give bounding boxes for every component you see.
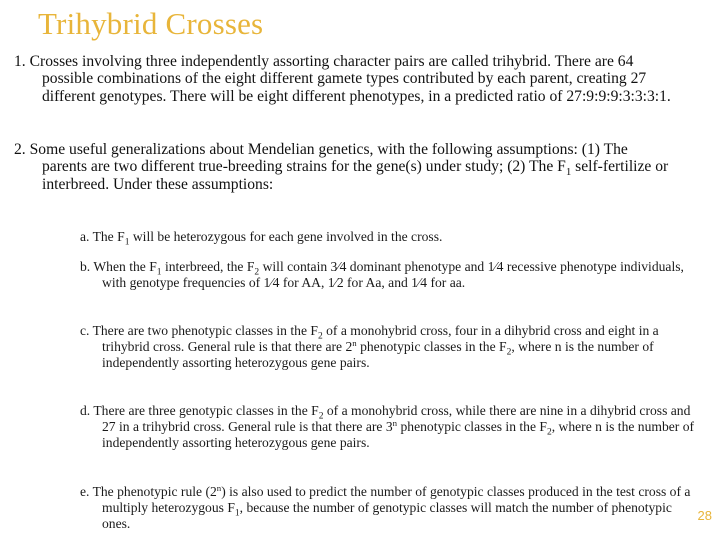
subpoint-d-text-2: of a monohybrid cross, while there are nine in a dihybrid cross and 27 in a trihybrid cross. General rule is that there are 3	[102, 403, 691, 434]
subpoint-c-text-3: phenotypic classes in the F	[356, 338, 507, 354]
subpoint-a-text-end: will be heterozygous for each gene involved in the cross.	[129, 229, 443, 244]
subpoint-e-text-3: , because the number of genotypic classes will match the number of phenotypic ones.	[102, 499, 672, 531]
subpoint-c-superscript: n	[352, 337, 357, 348]
point-2	[14, 141, 674, 193]
point-2-number: 2.	[14, 141, 26, 158]
subpoint-c-subscript-1: 2	[317, 331, 323, 342]
subpoint-a-subscript: 1	[124, 237, 130, 248]
subpoint-b-subscript-2: 2	[254, 267, 260, 278]
subpoint-a-text: a. The F	[80, 229, 125, 244]
subpoint-c	[80, 323, 698, 370]
subpoint-e-superscript: n	[216, 483, 222, 494]
subpoint-c-text: c. There are two phenotypic classes in the F	[80, 323, 318, 338]
subpoint-b-text: b. When the F	[80, 259, 157, 274]
subpoint-b	[80, 259, 698, 291]
slide-title: Trihybrid Crosses	[38, 6, 264, 41]
subpoint-c-text-2: of a monohybrid cross, four in a dihybrid cross and eight in a trihybrid cross. General rule is that there are 2	[102, 323, 659, 354]
subpoint-d-text-4: , where n is the number of independently assorting heterozygous gene pairs.	[102, 418, 695, 450]
point-1-text: Crosses involving three independently assorting character pairs are called trihybrid. There are 64 possible combinations of the eight different gamete types contributed by each parent, creating 27 different genotypes. There will be eight different phenotypes, in a predicted ratio of 27:9:9:9:3:3:3:1.	[29, 53, 671, 105]
point-1	[14, 53, 674, 105]
subpoint-d	[80, 403, 698, 450]
subpoint-e-subscript: 1	[234, 508, 240, 519]
subpoint-d-superscript: n	[392, 417, 398, 428]
subpoint-d-subscript-2: 2	[546, 427, 552, 438]
subpoint-c-text-4: , where n is the number of independently assorting heterozygous gene pairs.	[102, 338, 654, 370]
subpoint-e	[80, 484, 698, 531]
subpoint-e-text: e. The phenotypic rule (2	[80, 484, 217, 499]
subpoint-e-text-2: ) is also used to predict the number of genotypic classes produced in the test cross of a multiply heterozygous F	[102, 484, 691, 515]
point-2-subscript: 1	[565, 166, 572, 179]
page-number: 28	[697, 508, 712, 523]
subpoint-d-text: d. There are three genotypic classes in the F	[80, 403, 319, 418]
subpoint-b-text-3: will contain 3⁄4 dominant phenotype and 1⁄4 recessive phenotype individuals, with genotype frequencies of 1⁄4 for AA, 1⁄2 for Aa, and 1⁄4 for aa.	[102, 259, 684, 290]
subpoint-d-text-3: phenotypic classes in the F	[397, 418, 547, 434]
subpoint-d-subscript-1: 2	[318, 411, 324, 422]
subpoint-b-text-2: interbreed, the F	[161, 259, 255, 274]
subpoint-a	[80, 229, 698, 248]
subpoint-c-subscript-2: 2	[506, 347, 512, 358]
point-2-text: Some useful generalizations about Mendelian genetics, with the following assumptions: (1) The parents are two different true-breeding strains for the gene(s) under study; (2) The F	[29, 141, 628, 176]
point-2-text-end: self-fertilize or interbreed. Under these assumptions:	[42, 158, 669, 193]
point-1-number: 1.	[14, 53, 26, 70]
subpoint-b-subscript-1: 1	[156, 267, 162, 278]
